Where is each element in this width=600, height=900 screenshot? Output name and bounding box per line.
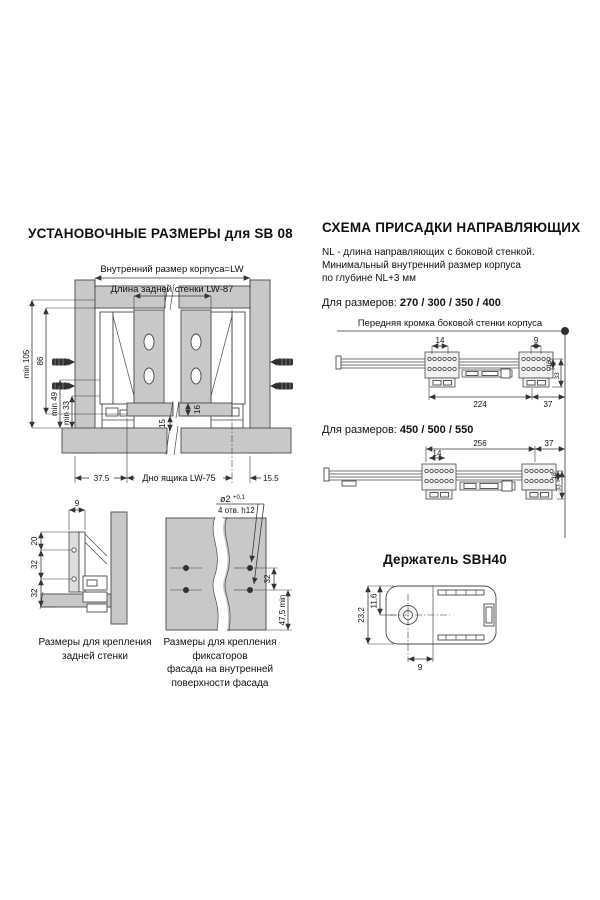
svg-text:9: 9 [74, 499, 80, 508]
svg-text:min 33: min 33 [62, 400, 71, 426]
svg-text:4 отв. h12: 4 отв. h12 [218, 506, 255, 515]
svg-text:ø2: ø2 [220, 494, 231, 504]
rail1-dim-9 [531, 336, 541, 354]
sizes-row-2 [322, 424, 473, 436]
svg-text:32: 32 [30, 560, 39, 569]
svg-text:32: 32 [263, 574, 272, 584]
sizes-values-2: 450 / 500 / 550 [399, 424, 474, 436]
svg-text:Дно ящика LW-75: Дно ящика LW-75 [142, 473, 216, 483]
svg-text:37: 37 [544, 439, 554, 448]
back-wall-panel [69, 532, 79, 592]
caption-facade-fix [140, 636, 300, 690]
svg-text:37: 37 [543, 400, 553, 409]
svg-text:Передняя кромка боковой стенки: Передняя кромка боковой стенки корпуса [357, 318, 543, 329]
svg-text:32: 32 [30, 588, 39, 598]
right-description [322, 246, 572, 285]
holder-title: Держатель SBH40 [383, 552, 507, 567]
cabinet-bottom-bar [62, 426, 291, 455]
svg-text:15: 15 [158, 419, 167, 428]
caption-facade-line2: фасада на внутренней [166, 664, 274, 675]
back-wall-fastening-diagram [25, 498, 160, 638]
svg-text:9: 9 [533, 336, 539, 345]
desc-line1: NL - длина направляющих с боковой стенкой. [322, 247, 535, 258]
svg-text:14: 14 [435, 336, 445, 345]
rail2-dim-256-37 [426, 439, 565, 462]
rail2-dim-14 [429, 449, 445, 458]
caption-back-wall-line2: задней стенки [62, 650, 128, 662]
svg-text:Длина задней стенки LW-87: Длина задней стенки LW-87 [110, 284, 234, 295]
svg-text:23,2: 23,2 [357, 607, 366, 623]
facade-inner-panel [166, 517, 266, 631]
right-section-title: СХЕМА ПРИСАДКИ НАПРАВЛЯЮЩИХ [322, 220, 581, 235]
svg-text:11,6: 11,6 [369, 593, 379, 609]
svg-text:224: 224 [473, 400, 487, 409]
svg-text:37.5: 37.5 [93, 474, 110, 483]
svg-text:16: 16 [193, 405, 202, 414]
sizes-label-1: Для размеров: [322, 297, 397, 309]
rail1-dim-14 [432, 336, 448, 354]
svg-text:min 105: min 105 [22, 349, 31, 379]
caption-back-wall-line1: Размеры для крепления [38, 637, 152, 648]
svg-text:16: 16 [551, 472, 558, 480]
rail1-dim-224-37 [429, 388, 565, 409]
holder-dim-9 [408, 644, 433, 672]
rail-diagram-2 [324, 439, 565, 499]
rail-diagram-1 [336, 336, 565, 409]
svg-text:86: 86 [36, 356, 45, 366]
metal-profile [79, 532, 107, 612]
drawer-bottom-strip [127, 401, 232, 418]
svg-text:15.5: 15.5 [263, 474, 279, 483]
desc-line3: по глубине NL+3 мм [322, 273, 417, 284]
svg-text:20: 20 [30, 536, 39, 546]
caption-facade-line1: Размеры для крепления фиксаторов [163, 637, 277, 662]
svg-text:256: 256 [473, 439, 487, 448]
dim-47-5-min [266, 590, 292, 630]
svg-text:33: 33 [555, 484, 563, 492]
dim-9 [69, 499, 85, 530]
facade-fixing-diagram [158, 490, 298, 640]
left-section-title: УСТАНОВОЧНЫЕ РАЗМЕРЫ для SB 08 [28, 226, 293, 241]
caption-facade-line3: поверхности фасада [171, 677, 269, 689]
facade-panel [111, 512, 127, 624]
sizes-row-1 [322, 297, 501, 309]
holder-sbh40-diagram [338, 574, 548, 674]
svg-text:Внутренний размер корпуса=LW: Внутренний размер корпуса=LW [100, 264, 244, 275]
svg-text:16: 16 [546, 360, 553, 368]
svg-text:min 49: min 49 [50, 391, 59, 417]
svg-text:33: 33 [554, 372, 561, 380]
installation-diagram [22, 250, 302, 495]
dim-15 [158, 416, 170, 431]
sizes-label-2: Для размеров: [322, 424, 397, 436]
sizes-values-1: 270 / 300 / 350 / 400 [399, 297, 501, 309]
svg-text:47,5 min: 47,5 min [278, 594, 287, 626]
svg-text:14: 14 [432, 449, 442, 458]
desc-line2: Минимальный внутренний размер корпуса [322, 260, 521, 271]
holder-body [386, 586, 496, 662]
svg-text:+0,1: +0,1 [233, 495, 245, 501]
svg-text:9: 9 [417, 663, 423, 672]
